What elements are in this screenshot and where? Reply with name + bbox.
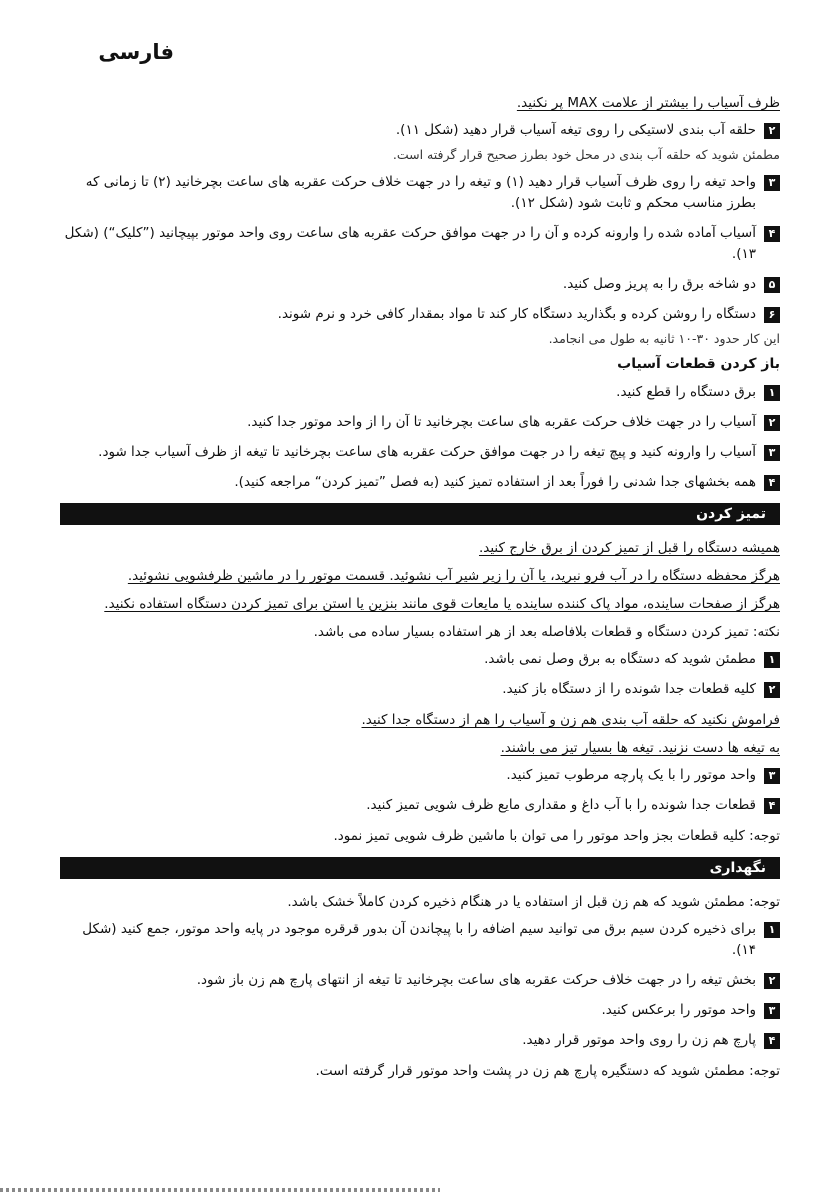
step-number: ۴ xyxy=(764,1033,780,1049)
cleaning-step xyxy=(60,765,780,786)
step-text: آسیاب را در جهت خلاف حرکت عقربه های ساعت بچرخانید تا آن را از واحد موتور جدا کنید. xyxy=(247,414,756,430)
grind-step xyxy=(60,120,780,141)
step-number: ۵ xyxy=(764,277,780,293)
step-number: ۳ xyxy=(764,768,780,784)
step-number: ۶ xyxy=(764,307,780,323)
storage-step xyxy=(60,1030,780,1051)
step-text: کلیه قطعات جدا شونده را از دستگاه باز کنید. xyxy=(502,681,756,697)
step-text: مطمئن شوید که دستگاه به برق وصل نمی باشد. xyxy=(484,651,756,667)
step-note: این کار حدود ۳۰-۱۰ ثانیه به طول می انجامد. xyxy=(548,331,780,346)
cleaning-note: نکته: تمیز کردن دستگاه و قطعات بلافاصله بعد از هر استفاده بسیار ساده می باشد. xyxy=(313,624,780,640)
step-number: ۳ xyxy=(764,175,780,191)
step-number: ۴ xyxy=(764,226,780,242)
cleaning-step xyxy=(60,679,780,700)
cleaning-step xyxy=(60,649,780,670)
step-number: ۲ xyxy=(764,415,780,431)
step-text: آسیاب آماده شده را وارونه کرده و آن را در جهت موافق حرکت عقربه های ساعت روی واحد موتور بپیچانید (”کلیک“) (شکل ۱۳). xyxy=(64,225,756,262)
storage-step xyxy=(60,970,780,991)
step-text: برق دستگاه را قطع کنید. xyxy=(616,384,756,400)
step-text: همه بخشهای جدا شدنی را فوراً بعد از استفاده تمیز کنید (به فصل ”تمیز کردن“ مراجعه کنید). xyxy=(234,474,756,490)
step-text: پارچ هم زن را روی واحد موتور قرار دهید. xyxy=(522,1032,756,1048)
step-text: قطعات جدا شونده را با آب داغ و مقداری مایع ظرف شویی تمیز کنید. xyxy=(366,797,756,813)
step-text: واحد تیغه را روی ظرف آسیاب قرار دهید (۱) و تیغه را در جهت خلاف حرکت عقربه های ساعت بچرخانید (۲) تا زمانی که بطرز مناسب محکم و ثابت شود (شکل ۱۲). xyxy=(85,174,756,211)
step-text: حلقه آب بندی لاستیکی را روی تیغه آسیاب قرار دهید (شکل ۱۱). xyxy=(395,122,756,138)
step-text: واحد موتور را برعکس کنید. xyxy=(601,1002,756,1018)
step-text: دو شاخه برق را به پریز وصل کنید. xyxy=(562,276,756,292)
storage-step xyxy=(60,919,780,961)
step-text: دستگاه را روشن کرده و بگذارید دستگاه کار کند تا مواد بمقدار کافی خرد و نرم شوند. xyxy=(277,306,756,322)
storage-section-bar: نگهداری xyxy=(60,857,780,879)
cleaning-warning: فراموش نکنید که حلقه آب بندی هم زن و آسیاب را هم از دستگاه جدا کنید. xyxy=(361,712,780,728)
grind-step xyxy=(60,304,780,325)
step-note: مطمئن شوید که حلقه آب بندی در محل خود بطرز صحیح قرار گرفته است. xyxy=(392,147,780,162)
grind-steps xyxy=(60,120,780,348)
step-text: بخش تیغه را در جهت خلاف حرکت عقربه های ساعت بچرخانید تا تیغه از انتهای پارچ هم زن باز شود. xyxy=(196,972,756,988)
step-text: آسیاب را وارونه کنید و پیچ تیغه را در جهت موافق حرکت عقربه های ساعت بچرخانید تا تیغه از ظرف آسیاب جدا شود. xyxy=(98,444,756,460)
storage-step xyxy=(60,1000,780,1021)
cleaning-warning: هرگز از صفحات ساینده، مواد پاک کننده ساینده یا مایعات قوی مانند بنزین یا استن برای تمیز کردن دستگاه استفاده نکنید. xyxy=(104,596,780,612)
step-number: ۳ xyxy=(764,445,780,461)
step-text: برای ذخیره کردن سیم برق می توانید سیم اضافه را با پیچاندن آن بدور قرقره موجود در پایه واحد موتور، جمع کنید (شکل ۱۴). xyxy=(82,921,756,958)
disassembly-steps xyxy=(60,382,780,493)
step-number: ۱ xyxy=(764,922,780,938)
storage-note: توجه: مطمئن شوید که هم زن قبل از استفاده یا در هنگام ذخیره کردن کاملاً خشک باشد. xyxy=(287,894,780,910)
cleaning-warning: هرگز محفظه دستگاه را در آب فرو نبرید، یا آن را زیر شیر آب نشوئید. قسمت موتور را در ماشین ظرفشویی نشوئید. xyxy=(127,568,780,584)
grind-step xyxy=(60,172,780,214)
disassembly-step xyxy=(60,382,780,403)
step-number: ۳ xyxy=(764,1003,780,1019)
step-number: ۱ xyxy=(764,385,780,401)
disassembly-step xyxy=(60,442,780,463)
step-number: ۲ xyxy=(764,682,780,698)
max-warning: ظرف آسیاب را بیشتر از علامت MAX پر نکنید. xyxy=(516,95,780,111)
step-number: ۲ xyxy=(764,123,780,139)
storage-final-note: توجه: مطمئن شوید که دستگیره پارچ هم زن در پشت واحد موتور قرار گرفته است. xyxy=(315,1063,780,1079)
step-number: ۲ xyxy=(764,973,780,989)
step-number: ۴ xyxy=(764,475,780,491)
print-registration-strip xyxy=(0,1188,440,1192)
grind-step xyxy=(60,223,780,265)
cleaning-step xyxy=(60,795,780,816)
step-text: واحد موتور را با یک پارچه مرطوب تمیز کنید. xyxy=(506,767,756,783)
step-number: ۴ xyxy=(764,798,780,814)
cleaning-final-note: توجه: کلیه قطعات بجز واحد موتور را می توان با ماشین ظرف شویی تمیز نمود. xyxy=(333,828,780,844)
cleaning-section-bar: تمیز کردن xyxy=(60,503,780,525)
grind-step xyxy=(60,274,780,295)
step-number: ۱ xyxy=(764,652,780,668)
language-title: فارسی xyxy=(98,40,174,64)
disassembly-step xyxy=(60,412,780,433)
disassembly-heading: باز کردن قطعات آسیاب xyxy=(617,356,780,372)
disassembly-step xyxy=(60,472,780,493)
cleaning-warning: همیشه دستگاه را قبل از تمیز کردن از برق خارج کنید. xyxy=(478,540,780,556)
content xyxy=(60,92,780,1088)
cleaning-warning: به تیغه ها دست نزنید. تیغه ها بسیار تیز می باشند. xyxy=(500,740,780,756)
